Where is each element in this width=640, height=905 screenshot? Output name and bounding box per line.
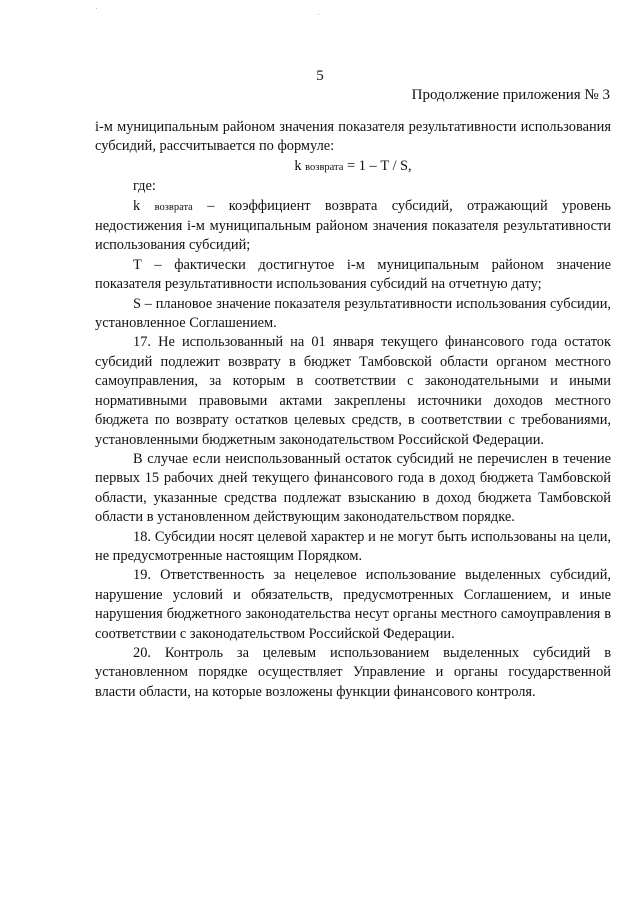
paragraph-19: 19. Ответственность за нецелевое использование выделенных субсидий, нарушение условий и обязательств, предусмотренных Соглашением, и иные нарушения бюджетного законодательства несут органы местного самоуправления в соответствии с законодательством Российской Федерации. <box>95 567 611 642</box>
definition-s: S – плановое значение показателя результативности использования субсидии, установленное Соглашением. <box>95 295 611 332</box>
formula-expression: = 1 – T / S, <box>343 157 412 174</box>
formula-k: k <box>294 157 302 174</box>
document-body <box>95 118 611 702</box>
paragraph-20: 20. Контроль за целевым использованием выделенных субсидий в установленном порядке осуществляет Управление и органы государственной власти области, на которые возложены функции финансового контроля. <box>95 644 611 700</box>
definition-k <box>95 197 611 256</box>
definition-k-symbol: k <box>133 197 141 214</box>
scan-artifact <box>96 8 97 9</box>
definition-k-text: – коэффициент возврата субсидий, отражающий уровень недостижения i-м муниципальным районом значения показателя результативности использования субсидий; <box>95 197 611 254</box>
return-coefficient-formula <box>95 157 611 177</box>
paragraph-17-continuation: В случае если неиспользованный остаток субсидий не перечислен в течение первых 15 рабочих дней текущего финансового года в доход бюджета Тамбовской области, указанные средства подлежат взысканию в доход бюджета Тамбовской области в установленном действующим законодательством порядке. <box>95 450 611 526</box>
intro-paragraph: i-м муниципальным районом значения показателя результативности использования субсидий, рассчитывается по формуле: <box>95 119 611 155</box>
paragraph-17: 17. Не использованный на 01 января текущего финансового года остаток субсидий подлежит возврату в бюджет Тамбовской области органом местного самоуправления, за которым в соответствии с законодательными и иными нормативными правовыми актами закреплены источники доходов местного бюджета по возврату остатков целевых средств, в соответствии с требованиями, установленными бюджетным законодательством Российской Федерации. <box>95 334 611 448</box>
page-number: 5 <box>316 68 324 84</box>
paragraph-18: 18. Субсидии носят целевой характер и не могут быть использованы на цели, не предусмотренные настоящим Порядком. <box>95 528 611 564</box>
definition-t: Т – фактически достигнутое i-м муниципальным районом значение показателя результативности использования субсидий на отчетную дату; <box>95 256 611 293</box>
formula-subscript: возврата <box>305 161 344 173</box>
scan-artifact <box>318 14 319 15</box>
definition-k-subscript: возврата <box>154 201 193 213</box>
appendix-note: Продолжение приложения № 3 <box>411 87 610 103</box>
where-label: где: <box>133 178 156 195</box>
